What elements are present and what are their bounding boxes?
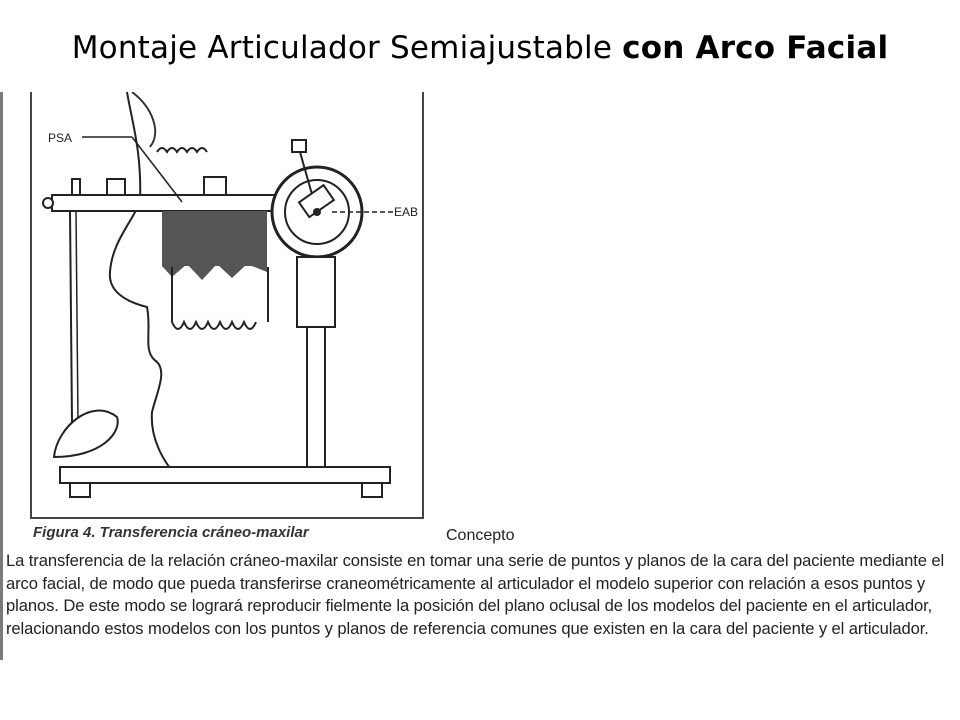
figure-caption: Figura 4. Transferencia cráneo-maxilar [33, 524, 309, 541]
label-eab: EAB [394, 205, 419, 219]
chin-cup [54, 411, 118, 457]
concept-paragraph: La transferencia de la relación cráneo-maxilar consiste en tomar una serie de puntos y planos de la cara del paciente mediante el arco facial, de modo que pueda transferirse craneométricamente al articulador el modelo superior con relación a esos puntos y planos. De este modo se logrará reproducir fielmente la posición del plano oclusal de los modelos del paciente en el articulador, relacionando estos modelos con los puntos y planos de referencia comunes que existen en la cara del paciente y el articulador. [6, 551, 945, 638]
slide-title [0, 30, 960, 66]
incisal-pin [70, 211, 72, 422]
articulator-drawing [32, 92, 422, 517]
upper-model [162, 211, 267, 266]
figure-frame [30, 92, 424, 519]
slide-title-normal: Montaje Articulador Semiajustable [71, 30, 623, 66]
concept-heading: Concepto [446, 527, 515, 544]
figure-illustration [0, 92, 428, 520]
upper-bar [52, 195, 287, 211]
teeth [172, 322, 256, 329]
base-plate [60, 467, 390, 483]
label-psa: PSA [48, 131, 73, 145]
slide-title-bold: con Arco Facial [622, 30, 889, 66]
eyebrow [157, 148, 207, 152]
vertical-post [307, 327, 325, 467]
